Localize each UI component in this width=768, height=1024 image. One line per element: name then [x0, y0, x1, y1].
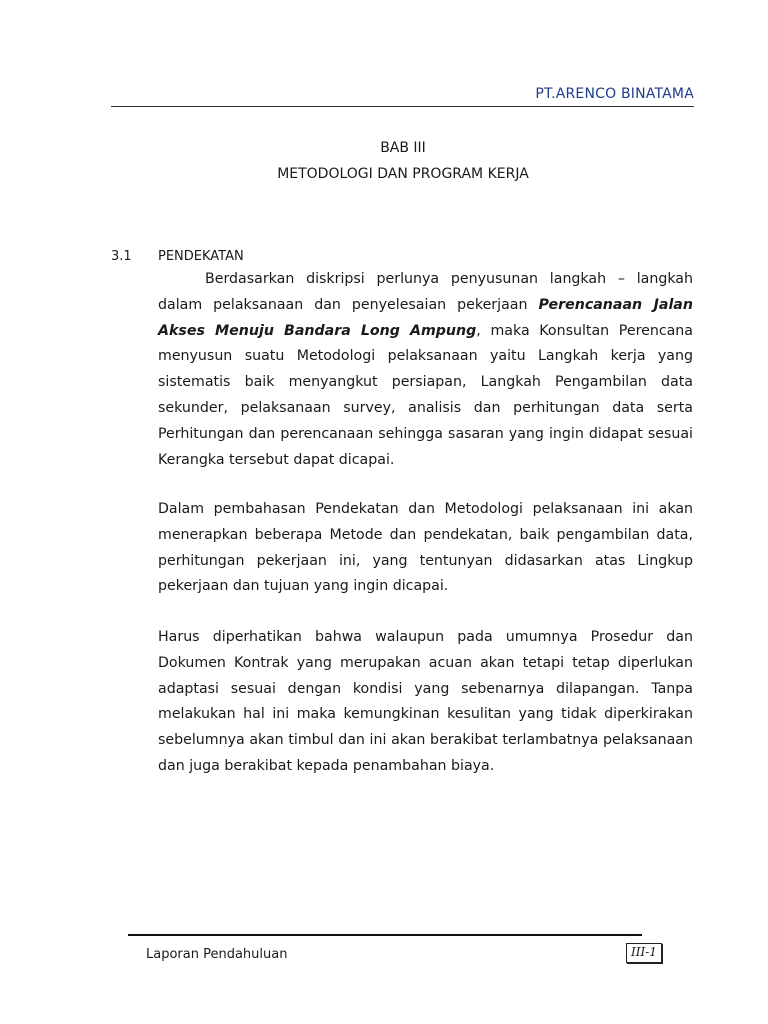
paragraph-2: Dalam pembahasan Pendekatan dan Metodologi pelaksanaan ini akan menerapkan beberapa Metode dan pendekatan, baik pengambilan data, perhitungan pekerjaan ini, yang tentunyan didasarkan atas Lingkup pekerjaan dan tujuan yang ingin dicapai.	[158, 501, 693, 595]
paragraph-1	[158, 267, 693, 473]
header-divider	[111, 106, 694, 107]
page-number-badge	[624, 941, 664, 965]
paragraph-3: Harus diperhatikan bahwa walaupun pada umumnya Prosedur dan Dokumen Kontrak yang merupakan acuan akan tetapi tetap diperlukan adaptasi sesuai dengan kondisi yang sebenarnya dilapangan. Tanpa melakukan hal ini maka kemungkinan kesulitan yang tidak diperkirakan sebelumnya akan timbul dan ini akan berakibat terlambatnya pelaksanaan dan juga berakibat kepada penambahan biaya.	[158, 629, 693, 774]
chapter-number: BAB III	[380, 140, 426, 156]
footer-report-label: Laporan Pendahuluan	[146, 947, 288, 962]
chapter-title: METODOLOGI DAN PROGRAM KERJA	[277, 166, 529, 182]
paragraph-1-intro: Berdasarkan diskripsi perlunya penyusunan langkah – langkah dalam pelaksanaan dan penyelesaian pekerjaan	[158, 271, 693, 313]
project-name-emphasis: Perencanaan Jalan Akses Menuju Bandara Long Ampung	[158, 296, 693, 339]
page-number: III-1	[631, 945, 657, 959]
footer-divider	[128, 934, 642, 936]
section-title: PENDEKATAN	[158, 249, 244, 264]
section-number: 3.1	[111, 249, 132, 264]
paragraph-1-rest: , maka Konsultan Perencana menyusun suatu Metodologi pelaksanaan yaitu Langkah kerja yang sistematis baik menyangkut persiapan, Langkah Pengambilan data sekunder, pelaksanaan survey, analisis dan perhitungan data serta Perhitungan dan perencanaan sehingga sasaran yang ingin didapat sesuai Kerangka tersebut dapat dicapai.	[158, 322, 693, 468]
header-company-name: PT.ARENCO BINATAMA	[535, 86, 694, 102]
